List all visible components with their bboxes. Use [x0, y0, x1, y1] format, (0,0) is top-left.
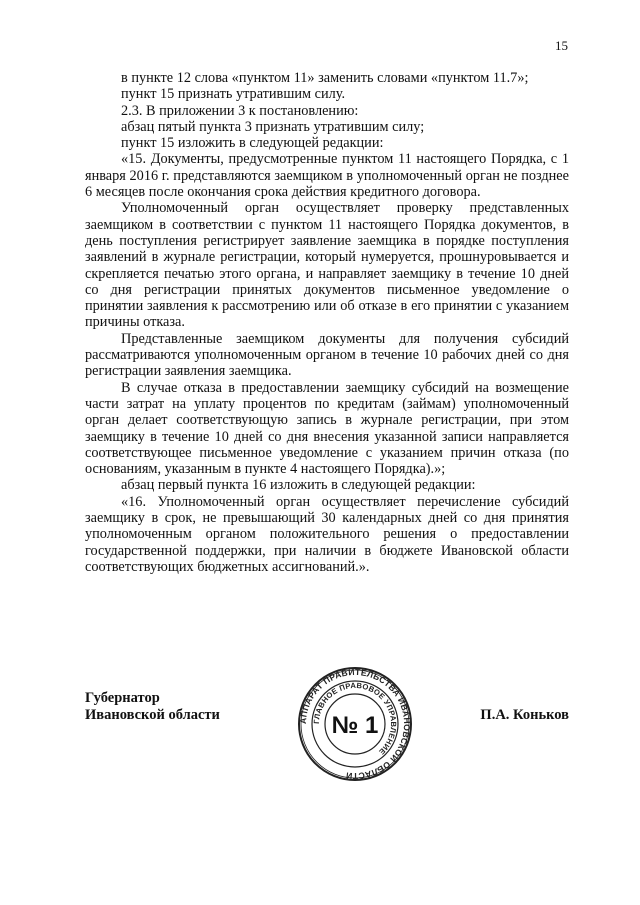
page-number: 15: [555, 38, 568, 53]
signatory-name: П.А. Коньков: [480, 707, 569, 723]
paragraph: 2.3. В приложении 3 к постановлению:: [121, 102, 359, 119]
official-stamp: [297, 666, 413, 782]
paragraph: пункт 15 признать утратившим силу.: [121, 86, 346, 103]
paragraph: «15. Документы, предусмотренные пунктом 11 настоящего Порядка, с 1 января 2016 г. представляются заемщиком в уполномоченный орган не позднее 6 месяцев после окончания срока действия кредитного договора.: [85, 151, 569, 201]
paragraph: Представленные заемщиком документы для получения субсидий рассматриваются уполномоченным органом в течение 10 рабочих дней со дня регистрации заявления заемщика.: [85, 330, 569, 380]
signatory-title-line: Губернатор: [85, 690, 160, 706]
document-body: [85, 70, 569, 575]
signatory-title-line: Ивановской области: [85, 707, 220, 723]
stamp-number: № 1: [331, 712, 379, 739]
paragraph: «16. Уполномоченный орган осуществляет перечисление субсидий заемщику в срок, не превышающий 30 календарных дней со дня принятия уполномоченным органом положительного решения о предоставлении государственной поддержки, при наличии в бюджете Ивановской области соответствующих бюджетных ассигнований.».: [85, 493, 569, 575]
paragraph: пункт 15 изложить в следующей редакции:: [121, 135, 384, 152]
stamp-outer-text: АППАРАТ ПРАВИТЕЛЬСТВА ИВАНОВСКОЙ ОБЛАСТИ: [297, 666, 413, 782]
paragraph: абзац первый пункта 16 изложить в следующей редакции:: [121, 477, 476, 494]
paragraph: В случае отказа в предоставлении заемщику субсидий на возмещение части затрат на уплату процентов по кредитам (займам) уполномоченный орган делает соответствующую запись в журнале регистрации, при этом заемщику в течение 10 дней со дня внесения указанной записи направляется соответствующее письменное уведомление с указанием причин отказа (по основаниям, указанным в пункте 4 настоящего Порядка).»;: [85, 379, 569, 478]
paragraph: Уполномоченный орган осуществляет проверку представленных заемщиком в соответствии с пунктом 11 настоящего Порядка документов, в день поступления регистрирует заявление заемщика в порядке поступления заявлений в журнале регистрации, который нумеруется, прошнуровывается и скрепляется печатью этого органа, и направляет заемщику в течение 10 дней со дня регистрации принятых документов письменное уведомление о принятии заявления к рассмотрению или об отказе в его принятии с указанием причины отказа.: [85, 200, 569, 331]
signatory-title: [85, 690, 220, 724]
paragraph: в пункте 12 слова «пунктом 11» заменить словами «пунктом 11.7»;: [121, 70, 529, 86]
stamp-inner-text: ГЛАВНОЕ ПРАВОВОЕ УПРАВЛЕНИЕ: [311, 680, 399, 757]
paragraph: абзац пятый пункта 3 признать утратившим силу;: [121, 118, 425, 135]
